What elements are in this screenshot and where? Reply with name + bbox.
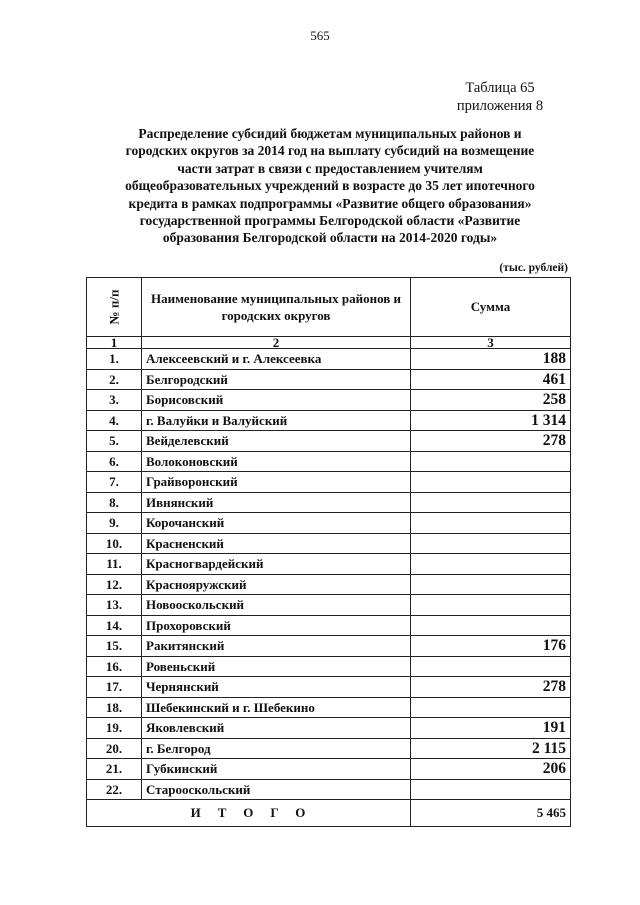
title-line: части затрат в связи с предоставлением учителям: [177, 160, 483, 176]
row-name: Красногвардейский: [142, 554, 411, 575]
table-row: [87, 554, 571, 575]
row-name: Старооскольский: [142, 779, 411, 800]
row-sum: 176: [411, 636, 571, 657]
table-row: [87, 615, 571, 636]
row-number: 15.: [87, 636, 142, 657]
row-number: 14.: [87, 615, 142, 636]
row-sum: 278: [411, 677, 571, 698]
document-title: [90, 125, 570, 247]
row-sum: [411, 554, 571, 575]
title-line: общеобразовательных учреждений в возрасте до 35 лет ипотечного: [125, 178, 535, 194]
row-name: г. Валуйки и Валуйский: [142, 410, 411, 431]
row-sum: 191: [411, 718, 571, 739]
table-row: [87, 431, 571, 452]
row-name: Корочанский: [142, 513, 411, 534]
table-row: [87, 451, 571, 472]
title-line: Распределение субсидий бюджетам муниципальных районов и: [138, 126, 522, 141]
row-sum: [411, 451, 571, 472]
table-row: [87, 636, 571, 657]
row-sum: 461: [411, 369, 571, 390]
row-number: 10.: [87, 533, 142, 554]
total-row: [87, 800, 571, 827]
table-row: [87, 410, 571, 431]
table-row: [87, 390, 571, 411]
row-name: Ровеньский: [142, 656, 411, 677]
table-label: Таблица 65: [465, 80, 535, 96]
table-row: [87, 738, 571, 759]
row-number: 20.: [87, 738, 142, 759]
appendix-reference: [430, 79, 570, 115]
table-row: [87, 492, 571, 513]
row-sum: [411, 656, 571, 677]
row-number: 11.: [87, 554, 142, 575]
row-number: 22.: [87, 779, 142, 800]
row-number: 8.: [87, 492, 142, 513]
row-name: Белгородский: [142, 369, 411, 390]
row-name: Прохоровский: [142, 615, 411, 636]
row-name: Яковлевский: [142, 718, 411, 739]
row-name: г. Белгород: [142, 738, 411, 759]
title-line: образования Белгородской области на 2014-2020 годы»: [162, 230, 498, 246]
table-header-row: [87, 278, 571, 337]
row-sum: [411, 595, 571, 616]
table-row: [87, 779, 571, 800]
row-number: 17.: [87, 677, 142, 698]
row-number: 1.: [87, 349, 142, 370]
total-label: ИТОГО: [87, 800, 411, 827]
table-row: [87, 513, 571, 534]
row-name: Чернянский: [142, 677, 411, 698]
row-number: 3.: [87, 390, 142, 411]
row-sum: [411, 779, 571, 800]
row-number: 7.: [87, 472, 142, 493]
row-number: 9.: [87, 513, 142, 534]
row-name: Новооскольский: [142, 595, 411, 616]
header-name: Наименование муниципальных районов и городских округов: [142, 278, 411, 337]
header-number-label: № п/п: [106, 289, 121, 325]
row-number: 18.: [87, 697, 142, 718]
row-sum: [411, 615, 571, 636]
row-name: Борисовский: [142, 390, 411, 411]
row-name: Ракитянский: [142, 636, 411, 657]
row-name: Краснояружский: [142, 574, 411, 595]
row-number: 21.: [87, 759, 142, 780]
title-line: кредита в рамках подпрограммы «Развитие общего образования»: [128, 195, 532, 211]
row-number: 19.: [87, 718, 142, 739]
annex-label: приложения 8: [456, 98, 544, 114]
table-row: [87, 759, 571, 780]
table-row: [87, 656, 571, 677]
row-number: 12.: [87, 574, 142, 595]
column-index: 2: [142, 337, 411, 349]
table-row: [87, 574, 571, 595]
table-row: [87, 677, 571, 698]
table-row: [87, 472, 571, 493]
row-name: Ивнянский: [142, 492, 411, 513]
row-sum: [411, 492, 571, 513]
column-index: 3: [411, 337, 571, 349]
row-name: Волоконовский: [142, 451, 411, 472]
row-number: 13.: [87, 595, 142, 616]
column-index-row: [87, 337, 571, 349]
page-number: 565: [310, 28, 330, 43]
row-sum: 2 115: [411, 738, 571, 759]
table-row: [87, 718, 571, 739]
table-row: [87, 349, 571, 370]
row-name: Вейделевский: [142, 431, 411, 452]
row-name: Красненский: [142, 533, 411, 554]
row-sum: 1 314: [411, 410, 571, 431]
row-number: 4.: [87, 410, 142, 431]
row-number: 2.: [87, 369, 142, 390]
title-line: городских округов за 2014 год на выплату субсидий на возмещение: [125, 143, 535, 159]
table-row: [87, 369, 571, 390]
row-sum: 188: [411, 349, 571, 370]
row-number: 5.: [87, 431, 142, 452]
units-label: (тыс. рублей): [499, 262, 568, 274]
header-sum: Сумма: [411, 278, 571, 337]
row-sum: 278: [411, 431, 571, 452]
row-sum: [411, 472, 571, 493]
row-sum: 258: [411, 390, 571, 411]
row-sum: [411, 533, 571, 554]
row-sum: 206: [411, 759, 571, 780]
table-row: [87, 697, 571, 718]
subsidy-table: [86, 277, 571, 827]
row-name: Алексеевский и г. Алексеевка: [142, 349, 411, 370]
row-sum: [411, 574, 571, 595]
column-index: 1: [87, 337, 142, 349]
row-number: 6.: [87, 451, 142, 472]
total-sum: 5 465: [411, 800, 571, 827]
title-line: государственной программы Белгородской области «Развитие: [139, 213, 521, 229]
header-number: [87, 278, 142, 337]
table-row: [87, 533, 571, 554]
row-number: 16.: [87, 656, 142, 677]
row-name: Губкинский: [142, 759, 411, 780]
row-name: Грайворонский: [142, 472, 411, 493]
row-name: Шебекинский и г. Шебекино: [142, 697, 411, 718]
table-body: [87, 349, 571, 800]
table-row: [87, 595, 571, 616]
row-sum: [411, 697, 571, 718]
row-sum: [411, 513, 571, 534]
